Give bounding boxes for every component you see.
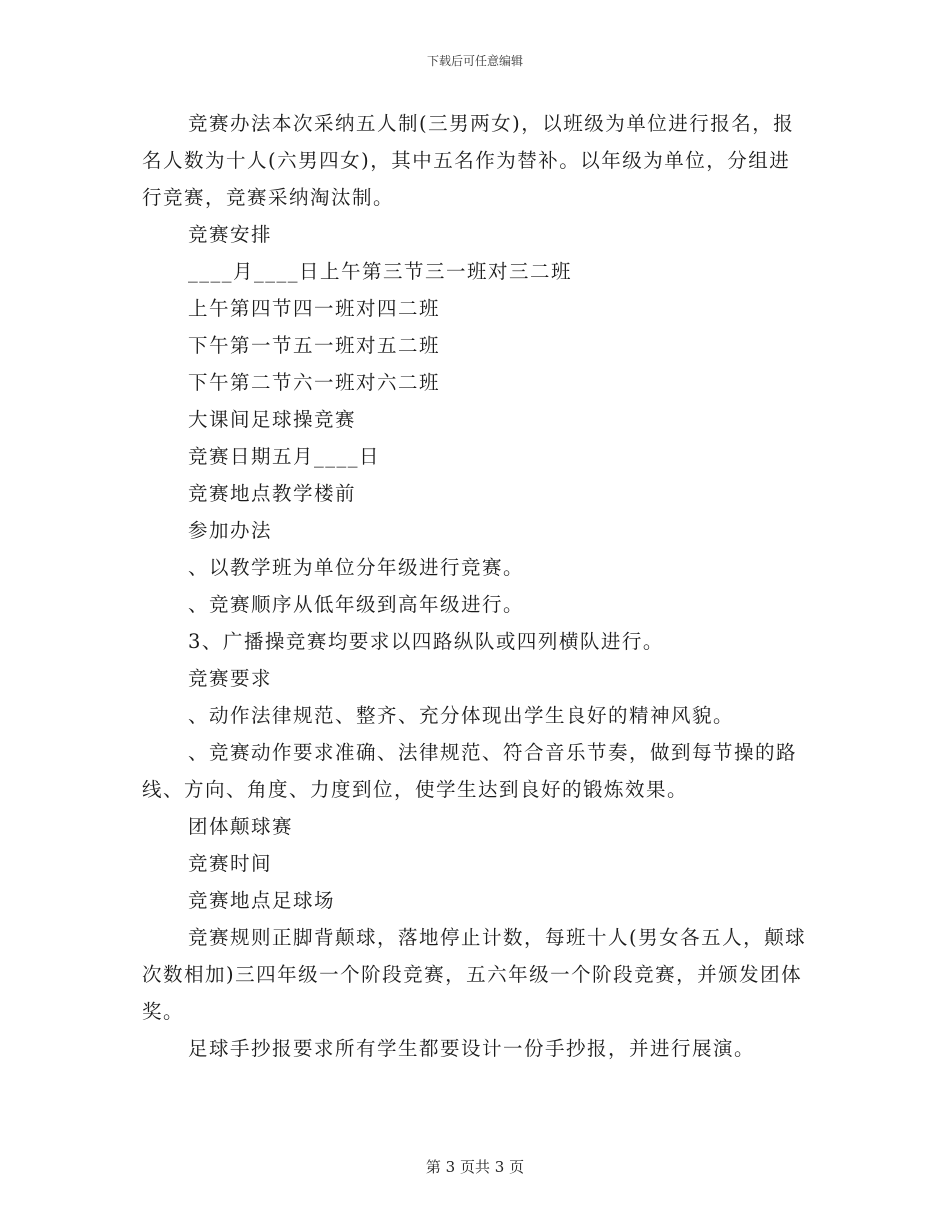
paragraph: 3、广播操竞赛均要求以四路纵队或四列横队进行。 — [188, 630, 664, 653]
paragraph: 竞赛要求 — [188, 667, 273, 690]
paragraph: 、竞赛动作要求准确、法律规范、符合音乐节奏，做到每节操的路线、方向、角度、力度到位，使学生达到良好的锻炼效果。 — [142, 741, 798, 801]
paragraph: ____月____日上午第三节三一班对三二班 — [188, 260, 573, 283]
paragraph: 大课间足球操竞赛 — [188, 408, 357, 431]
paragraph: 上午第四节四一班对四二班 — [188, 297, 441, 320]
paragraph: 足球手抄报要求所有学生都要设计一份手抄报，并进行展演。 — [188, 1037, 756, 1060]
paragraph: 下午第一节五一班对五二班 — [188, 334, 441, 357]
paragraph: 竞赛地点教学楼前 — [188, 482, 357, 505]
paragraph: 竞赛办法本次采纳五人制(三男两女)，以班级为单位进行报名，报名人数为十人(六男四女)，其中五名作为替补。以年级为单位，分组进行竞赛，竞赛采纳淘汰制。 — [142, 112, 795, 209]
page-footer: 第 3 页共 3 页 — [425, 1158, 525, 1176]
paragraph: 竞赛安排 — [188, 223, 273, 246]
paragraph: 竞赛日期五月____日 — [188, 445, 381, 468]
paragraph: 、动作法律规范、整齐、充分体现出学生良好的精神风貌。 — [188, 704, 735, 727]
paragraph: 、竞赛顺序从低年级到高年级进行。 — [188, 593, 525, 616]
paragraph: 、以教学班为单位分年级进行竞赛。 — [188, 556, 525, 579]
document-body — [142, 105, 808, 1067]
paragraph: 竞赛规则正脚背颠球，落地停止计数，每班十人(男女各五人，颠球次数相加)三四年级一个阶段竞赛，五六年级一个阶段竞赛，并颁发团体奖。 — [142, 926, 807, 1023]
paragraph: 下午第二节六一班对六二班 — [188, 371, 441, 394]
page-header: 下载后可任意编辑 — [426, 54, 523, 68]
paragraph: 竞赛地点足球场 — [188, 889, 336, 912]
paragraph: 参加办法 — [188, 519, 273, 542]
paragraph: 团体颠球赛 — [188, 815, 294, 838]
paragraph: 竞赛时间 — [188, 852, 273, 875]
